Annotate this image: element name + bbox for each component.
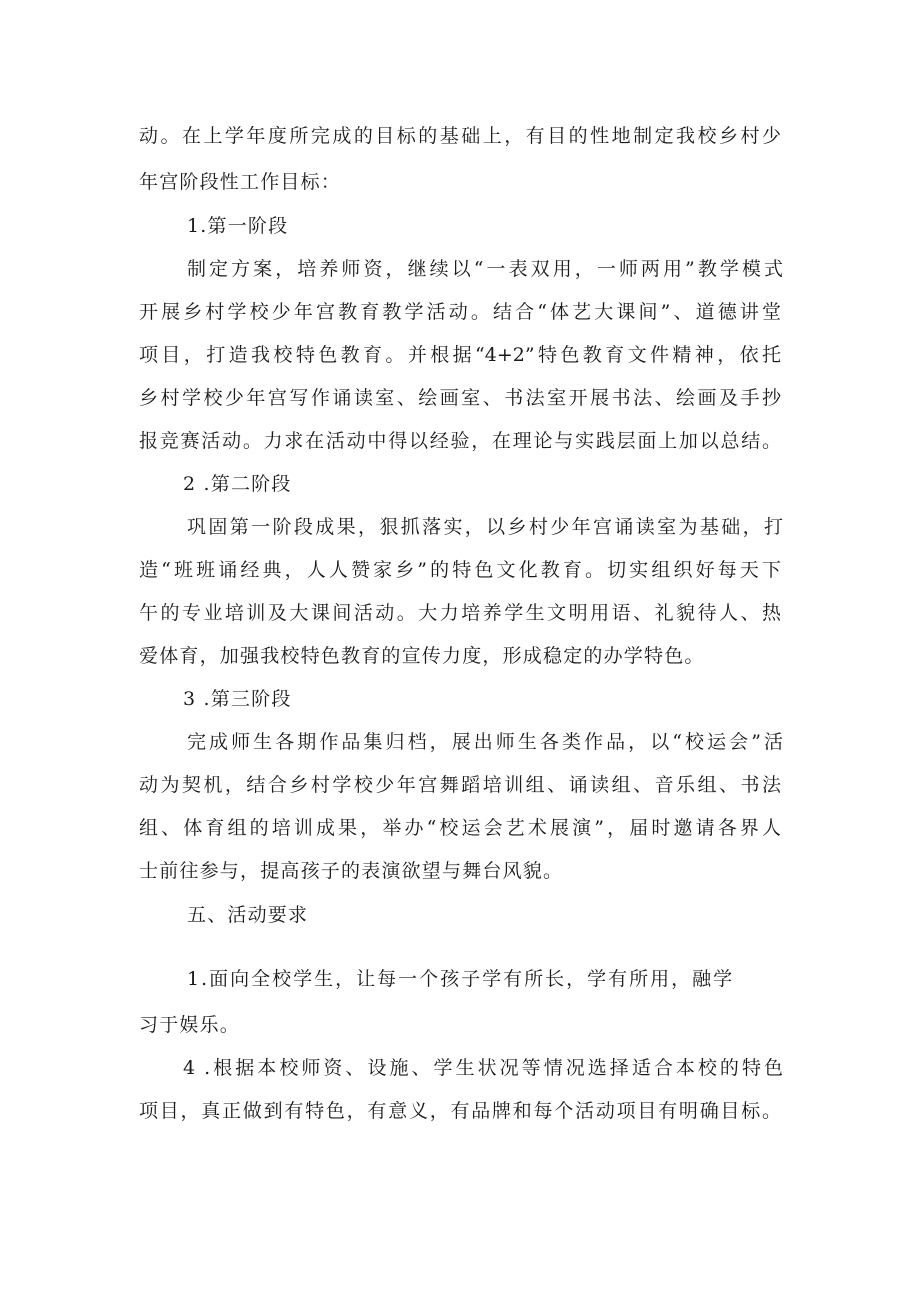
section-heading: 2 .第二阶段: [183, 473, 292, 495]
paragraph-line: 巩固第一阶段成果，狠抓落实，以乡村少年宫诵读室为基础，打: [187, 516, 783, 538]
paragraph-line: 完成师生各期作品集归档，展出师生各类作品，以“校运会”活: [187, 731, 783, 753]
paragraph-line: 习于娱乐。: [139, 1014, 241, 1036]
paragraph-line: 1.面向全校学生，让每一个孩子学有所长，学有所用，融学: [187, 968, 735, 990]
paragraph-line: 年宫阶段性工作目标：: [139, 171, 342, 193]
paragraph-line: 4 .根据本校师资、设施、学生状况等情况选择适合本校的特色: [183, 1057, 783, 1079]
paragraph-line: 制定方案，培养师资，继续以“一表双用，一师两用”教学模式: [187, 258, 783, 280]
paragraph-line: 乡村学校少年宫写作诵读室、绘画室、书法室开展书法、绘画及手抄: [139, 387, 781, 409]
paragraph-line: 士前往参与，提高孩子的表演欲望与舞台风貌。: [139, 860, 564, 882]
paragraph-line: 组、体育组的培训成果，举办“校运会艺术展演”，届时邀请各界人: [139, 817, 781, 839]
section-heading: 五、活动要求: [187, 904, 309, 926]
paragraph-line: 动。在上学年度所完成的目标的基础上，有目的性地制定我校乡村少: [139, 125, 781, 147]
paragraph-line: 动为契机，结合乡村学校少年宫舞蹈培训组、诵读组、音乐组、书法: [139, 774, 781, 796]
section-heading: 3 .第三阶段: [183, 688, 292, 710]
paragraph-line: 爱体育，加强我校特色教育的宣传力度，形成稳定的办学特色。: [139, 645, 705, 667]
paragraph-line: 项目，真正做到有特色，有意义，有品牌和每个活动项目有明确目标。: [139, 1100, 781, 1122]
paragraph-line: 造“班班诵经典，人人赞家乡”的特色文化教育。切实组织好每天下: [139, 559, 781, 581]
paragraph-line: 午的专业培训及大课间活动。大力培养学生文明用语、礼貌待人、热: [139, 602, 781, 624]
paragraph-line: 报竞赛活动。力求在活动中得以经验，在理论与实践层面上加以总结。: [139, 430, 781, 452]
paragraph-line: 项目，打造我校特色教育。并根据“4+2”特色教育文件精神，依托: [139, 344, 781, 366]
paragraph-line: 开展乡村学校少年宫教育教学活动。结合“体艺大课间”、道德讲堂: [139, 301, 781, 323]
section-heading: 1.第一阶段: [187, 215, 289, 237]
